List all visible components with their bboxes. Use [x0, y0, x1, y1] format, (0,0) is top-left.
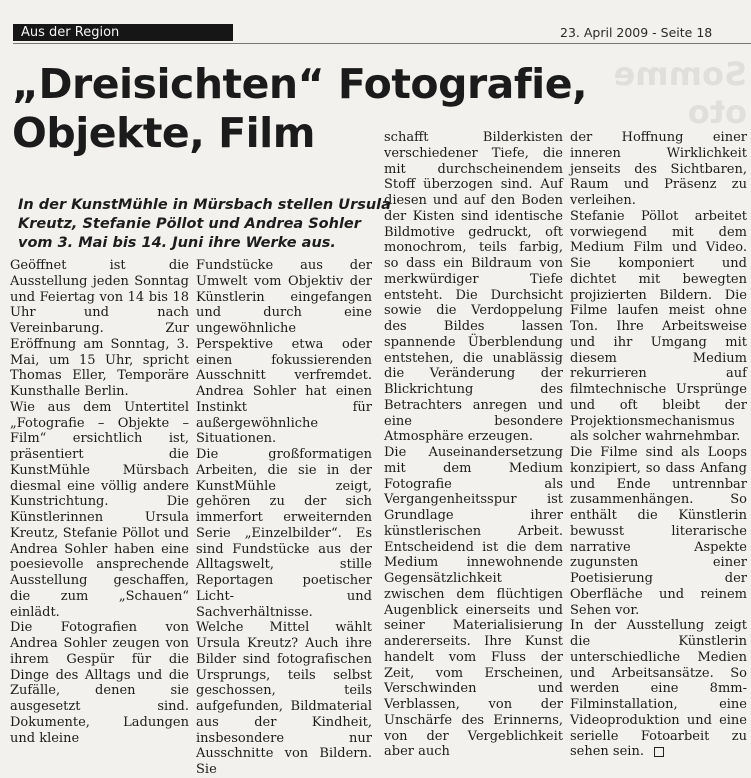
header-divider: [13, 43, 751, 44]
paragraph: Die Auseinandersetzung mit dem Medium Fotografie als Vergangenheitsspur ist Grundlage ihrer künstlerischen Arbeit. Entscheidend ist die dem Medium innewohnende Gegensätzlichkeit zwischen dem flüchtigen Augenblick einerseits und seiner Materialisierung andererseits. Ihre Kunst handelt vom Fluss der Zeit, vom Erscheinen, Verschwinden und Verblassen, von der Unschärfe des Erinnerns, von der Vergeblichkeit aber auch: [384, 445, 563, 760]
paragraph: der Hoffnung einer inneren Wirklichkeit jenseits des Sichtbaren, Raum und Präsenz zu verleihen.: [570, 130, 747, 208]
article-deck: In der KunstMühle in Mürsbach stellen Ursula Kreutz, Stefanie Pöllot und Andrea Sohler vom 3. Mai bis 14. Juni ihre Werke aus.: [18, 197, 391, 251]
paragraph: Welche Mittel wählt Ursula Kreutz? Auch ihre Bilder sind fotografischen Ursprungs, teils selbst geschossen, teils aufgefunden, Bildmaterial aus der Kindheit, insbesondere nur Ausschnitte von Bildern. Sie: [196, 620, 372, 777]
article-column-1: [10, 258, 189, 746]
paragraph: Die Filme sind als Loops konzipiert, so dass Anfang und Ende untrennbar zusammenhängen. So enthält die Künstlerin bewusst literarische narrative Aspekte zugunsten einer Poetisierung der Oberfläche und reinem Sehen vor.: [570, 445, 747, 618]
article-column-3: [384, 130, 563, 760]
paragraph: Geöffnet ist die Ausstellung jeden Sonntag und Feiertag von 14 bis 18 Uhr und nach Vereinbarung. Zur Eröffnung am Sonntag, 3. Mai, um 15 Uhr, spricht Thomas Eller, Temporäre Kunsthalle Berlin.: [10, 258, 189, 399]
paragraph: Die Fotografien von Andrea Sohler zeugen von ihrem Gespür für die Dinge des Alltags und die Zufälle, denen sie ausgesetzt sind. Dokumente, Ladungen und kleine: [10, 620, 189, 746]
paragraph: Wie aus dem Untertitel „Fotografie – Objekte – Film“ ersichtlich ist, präsentiert die KunstMühle Mürsbach diesmal eine völlig andere Kunstrichtung. Die Künstlerinnen Ursula Kreutz, Stefanie Pöllot und Andrea Sohler haben eine poesievolle ansprechende Ausstellung geschaffen, die zum „Schauen“ einlädt.: [10, 399, 189, 620]
paragraph: Stefanie Pöllot arbeitet vorwiegend mit dem Medium Film und Video. Sie komponiert und dichtet mit bewegten projizierten Bildern. Die Filme laufen meist ohne Ton. Ihre Arbeitsweise und ihr Umgang mit diesem Medium rekurrieren auf filmtechnische Ursprünge und oft bleibt der Projektionsmechanismus als solcher wahrnehmbar.: [570, 208, 747, 445]
show-through-background: Somme oto: [613, 55, 747, 131]
section-label: Aus der Region: [13, 24, 233, 41]
date-page-info: 23. April 2009 - Seite 18: [560, 25, 713, 40]
paragraph: Fundstücke aus der Umwelt vom Objektiv der Künstlerin eingefangen und durch eine ungewöhnliche Perspektive etwa oder einen fokussierenden Ausschnitt verfremdet. Andrea Sohler hat einen Instinkt für außergewöhnliche Situationen.: [196, 258, 372, 447]
article-column-4: [570, 130, 747, 760]
headline-line-1: „Dreisichten“ Fotografie,: [12, 60, 588, 108]
end-of-article-mark-icon: [654, 747, 664, 757]
paragraph: Die großformatigen Arbeiten, die sie in der KunstMühle zeigt, gehören zu der sich immerfort erweiternden Serie „Einzelbilder“. Es sind Fundstücke aus der Alltagswelt, stille Reportagen poetischer Licht- und Sachverhältnisse.: [196, 447, 372, 620]
article-column-2: [196, 258, 372, 777]
paragraph-final: [570, 618, 747, 760]
final-paragraph-text: In der Ausstellung zeigt die Künstlerin unterschiedliche Medien und Arbeitsansätze. So werden eine 8mm-Filminstallation, eine Videoproduktion und eine serielle Fotoarbeit zu sehen sein.: [570, 618, 747, 760]
paragraph: schafft Bilderkisten verschiedener Tiefe, die mit durchscheinendem Stoff überzogen sind. Auf diesen und auf den Boden der Kisten sind identische Bildmotive gedruckt, oft monochrom, teils farbig, so dass ein Bildraum von merkwürdiger Tiefe entsteht. Die Durchsicht sowie die Verdoppelung des Bildes lassen spannende Überblendung entstehen, die unablässig die Veränderung der Blickrichtung des Betrachters anregen und eine besondere Atmosphäre erzeugen.: [384, 130, 563, 445]
headline-line-2: Objekte, Film: [12, 109, 315, 157]
